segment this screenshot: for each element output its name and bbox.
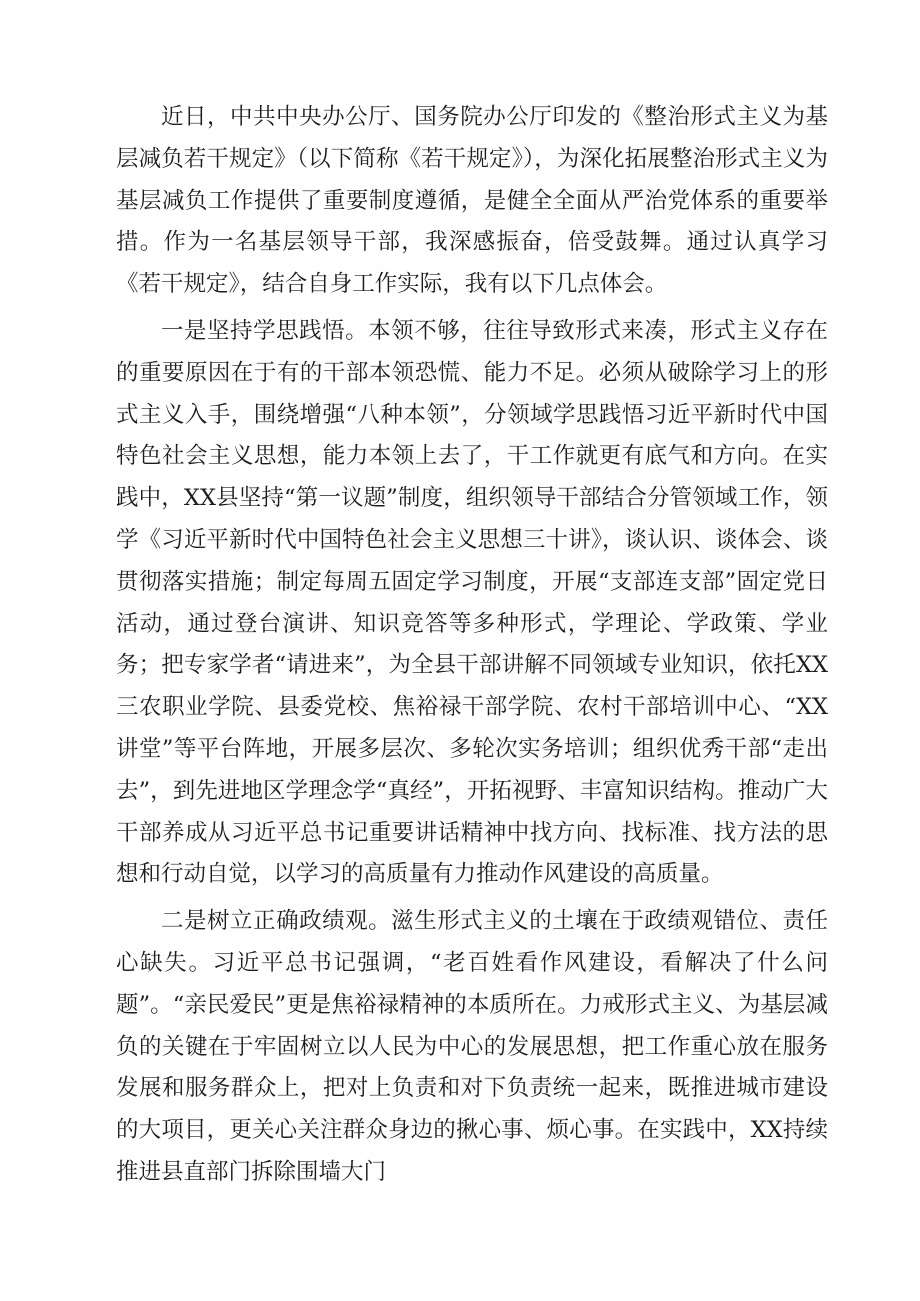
paragraph-point-one: 一是坚持学思践悟。本领不够，往往导致形式来凑，形式主义存在的重要原因在于有的干部本领恐慌、能力不足。必须从破除学习上的形式主义入手，围绕增强“八种本领”，分领域学思践悟习近平新时代中国特色社会主义思想，能力本领上去了，干工作就更有底气和方向。在实践中，XX县坚持“第一议题”制度，组织领导干部结合分管领域工作，领学《习近平新时代中国特色社会主义思想三十讲》，谈认识、谈体会、谈贯彻落实措施；制定每周五固定学习制度，开展“支部连支部”固定党日活动，通过登台演讲、知识竞答等多种形式，学理论、学政策、学业务；把专家学者“请进来”，为全县干部讲解不同领域专业知识，依托XX三农职业学院、县委党校、焦裕禄干部学院、农村干部培训中心、“XX讲堂”等平台阵地，开展多层次、多轮次实务培训；组织优秀干部“走出去”，到先进地区学理念学“真经”，开拓视野、丰富知识结构。推动广大干部养成从习近平总书记重要讲话精神中找方向、找标准、找方法的思想和行动自觉，以学习的高质量有力推动作风建设的高质量。 bbox=[116, 317, 828, 888]
paragraph-point-two: 二是树立正确政绩观。滋生形式主义的土壤在于政绩观错位、责任心缺失。习近平总书记强调，“老百姓看作风建设，看解决了什么问题”。“亲民爱民”更是焦裕禄精神的本质所在。力戒形式主义、为基层减负的关键在于牢固树立以人民为中心的发展思想，把工作重心放在服务发展和服务群众上，把对上负责和对下负责统一起来，既推进城市建设的大项目，更关心关注群众身边的揪心事、烦心事。在实践中，XX持续推进县直部门拆除围墙大门 bbox=[116, 908, 828, 1185]
paragraph-intro: 近日，中共中央办公厅、国务院办公厅印发的《整治形式主义为基层减负若干规定》（以下简称《若干规定》），为深化拓展整治形式主义为基层减负工作提供了重要制度遵循，是健全全面从严治党体系的重要举措。作为一名基层领导干部，我深感振奋，倍受鼓舞。通过认真学习《若干规定》，结合自身工作实际，我有以下几点体会。 bbox=[116, 104, 828, 298]
document-body bbox=[116, 97, 828, 1194]
